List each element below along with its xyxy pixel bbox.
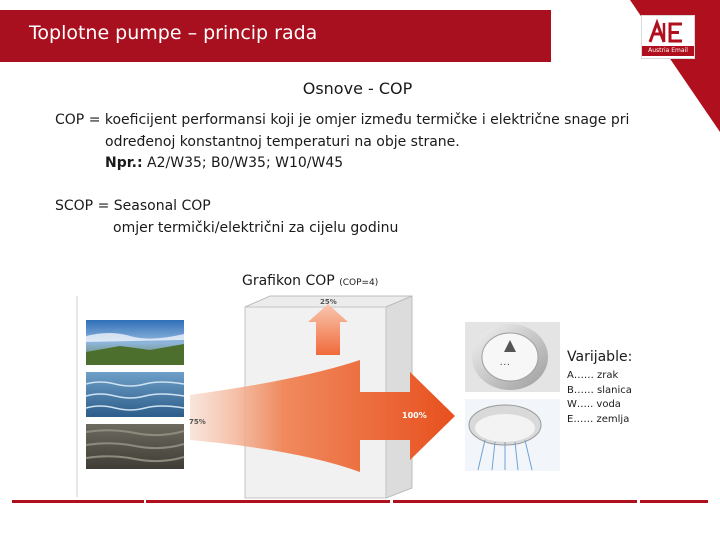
footer-line (393, 500, 637, 503)
footer-line (12, 500, 144, 503)
footer-line (146, 500, 390, 503)
svg-text:• • •: • • • (500, 362, 510, 367)
cop-example-values: A2/W35; B0/W35; W10/W45 (142, 155, 344, 171)
ground-image (86, 424, 184, 469)
shower-head-image (465, 399, 560, 471)
water-image (86, 372, 184, 417)
landscape-image (86, 320, 184, 365)
logo-caption: Austria Email (642, 46, 694, 56)
variable-item: A…… zrak (567, 370, 619, 381)
cop-definition-line1: COP = koeficijent performansi koji je omjer između termičke i električne snage pri (55, 112, 630, 128)
section-subtitle: Osnove - COP (302, 79, 413, 98)
percent-top-label: 25% (320, 298, 337, 306)
variables-list (567, 369, 632, 427)
variable-item: W….. voda (567, 399, 621, 410)
slide-title: Toplotne pumpe – princip rada (29, 22, 318, 44)
thermostat-valve-image (465, 322, 560, 392)
cop-definition-line2: određenoj konstantnoj temperaturi na obje strane. (105, 134, 460, 150)
percent-left-label: 75% (189, 418, 206, 426)
footer-line (640, 500, 708, 503)
chart-title-small: (COP=4) (339, 278, 379, 288)
percent-arrow-label: 100% (402, 411, 427, 420)
scop-definition-line1: SCOP = Seasonal COP (55, 198, 211, 214)
chart-title-main: Grafikon COP (242, 273, 335, 289)
variable-item: E…… zemlja (567, 413, 630, 425)
cop-example-label: Npr.: (105, 155, 143, 171)
variable-item: B…… slanica (567, 384, 632, 396)
variables-title: Varijable: (567, 349, 633, 365)
scop-definition-line2: omjer termički/električni za cijelu godinu (113, 220, 399, 236)
